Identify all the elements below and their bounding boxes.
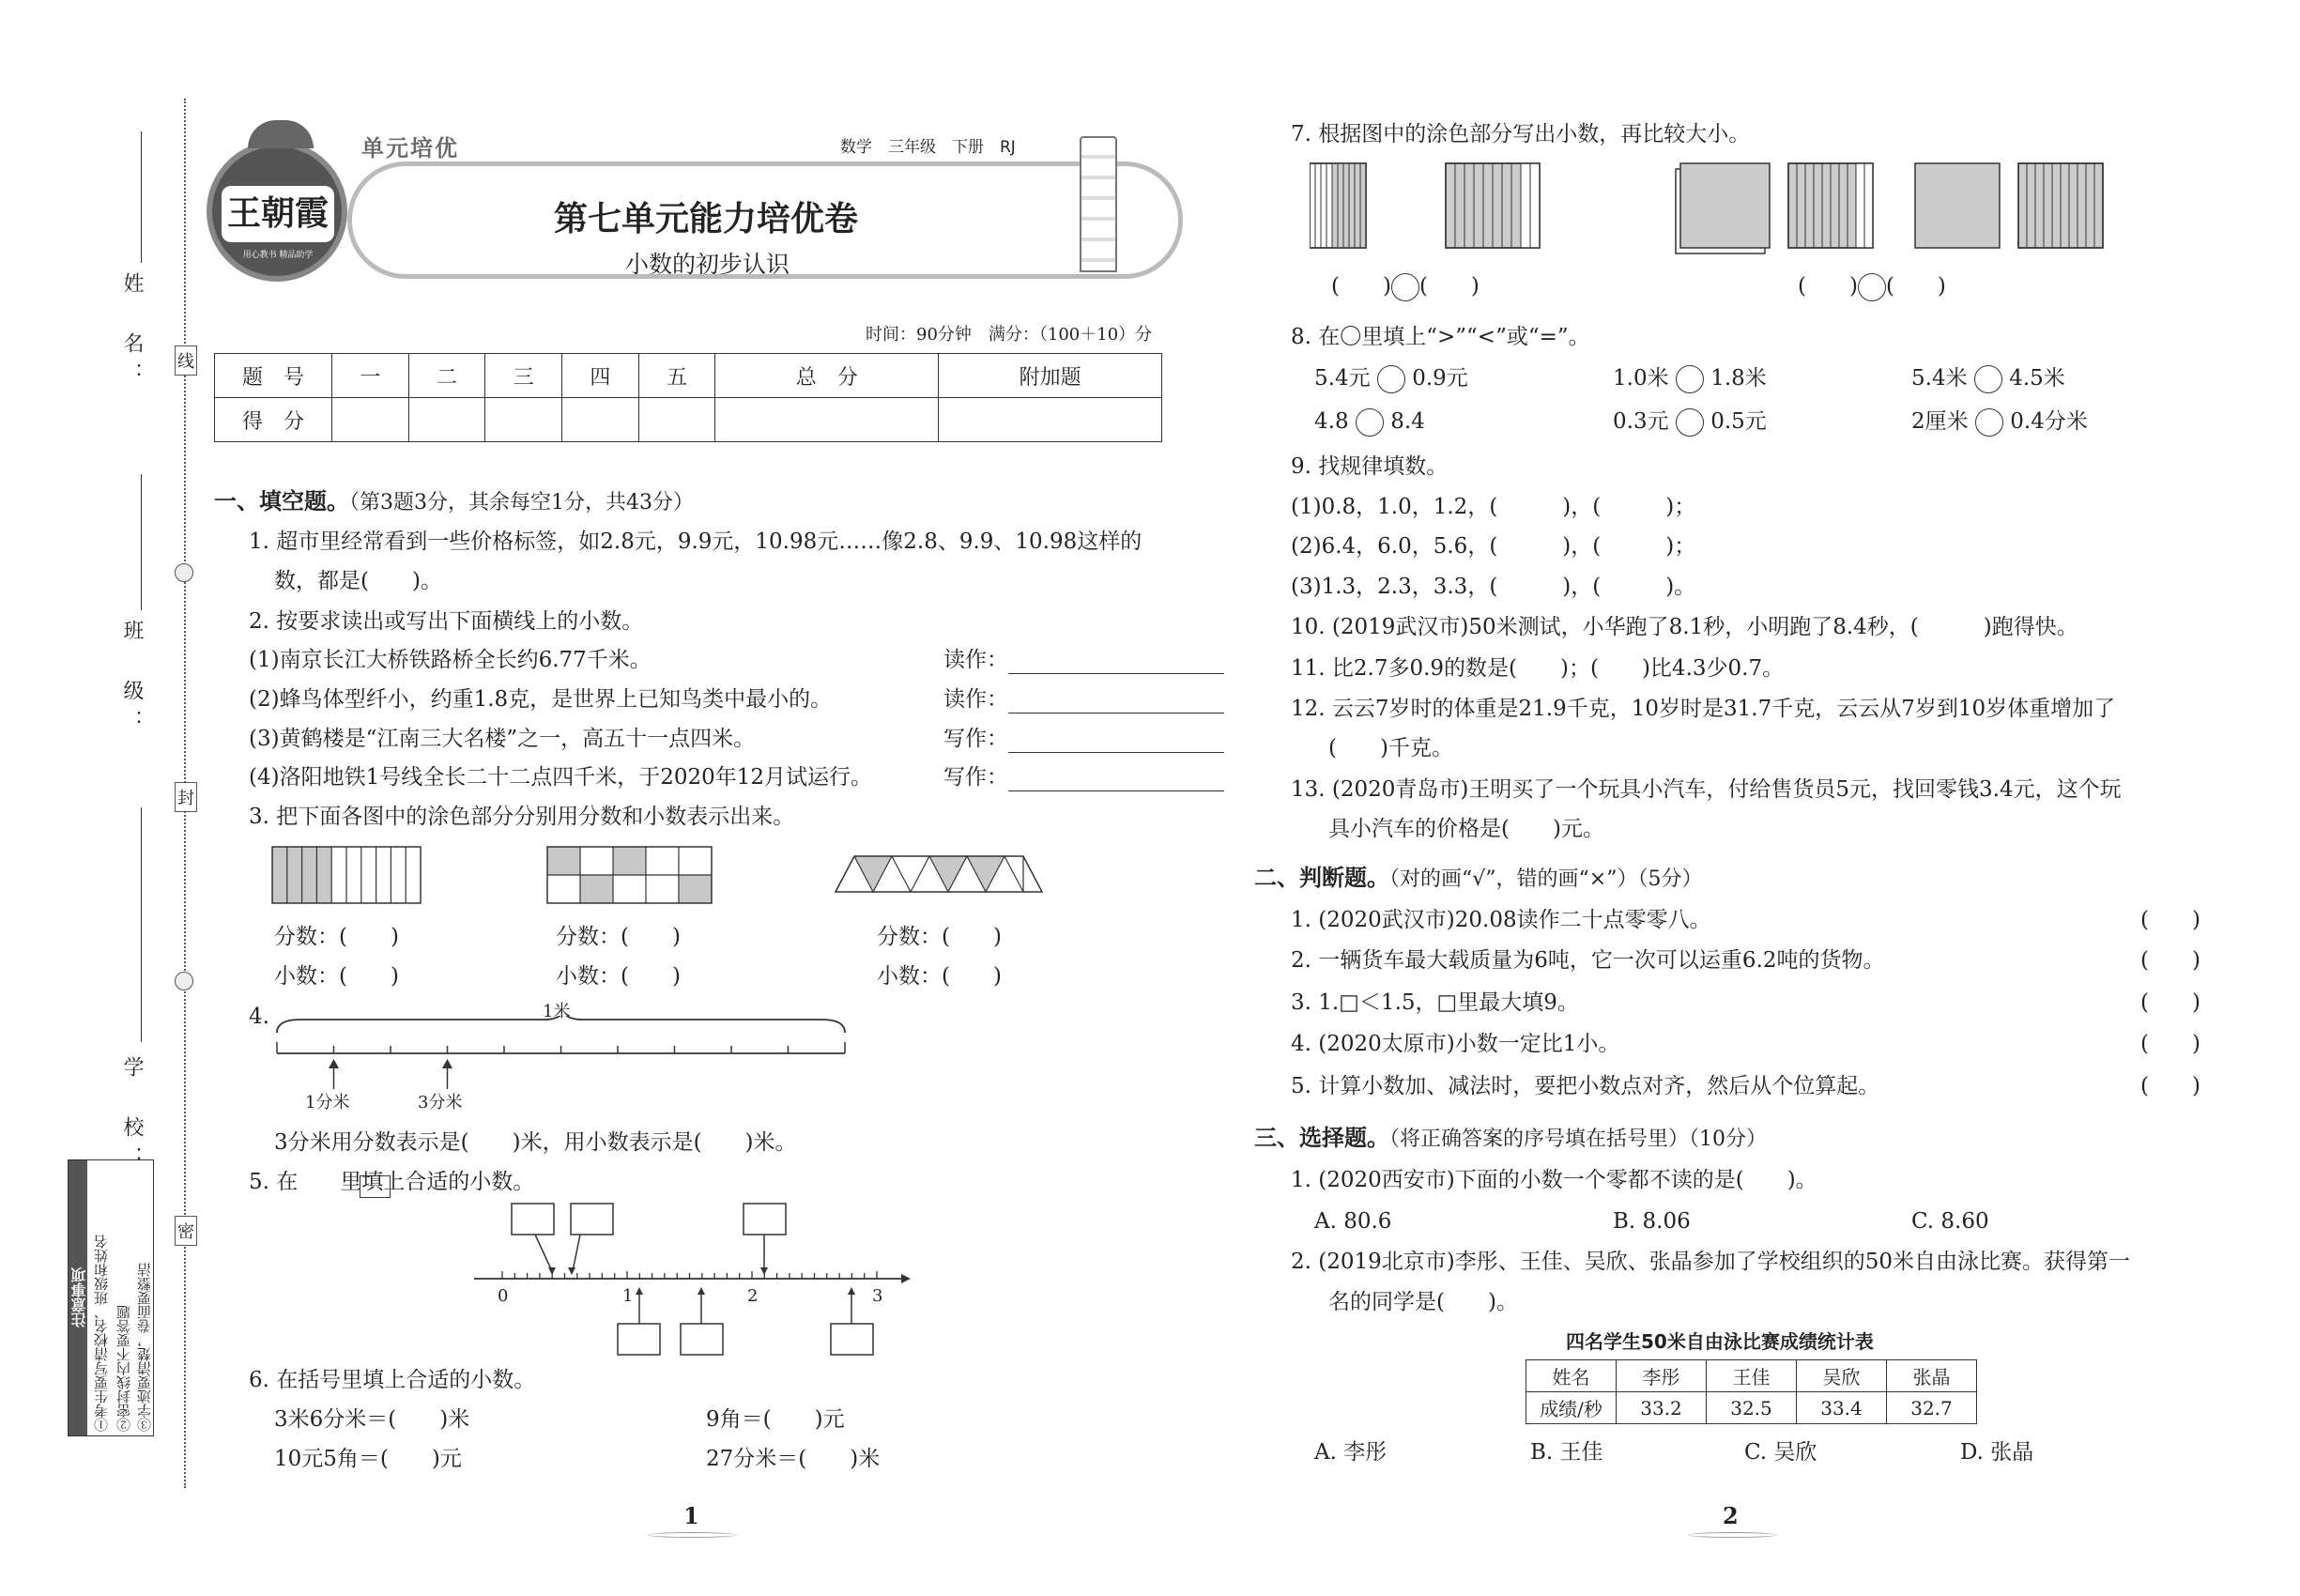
q7-fig3	[1676, 163, 1770, 253]
choice2-option-a[interactable]: A. 李彤	[1314, 1440, 1388, 1465]
score-header: 三	[485, 354, 562, 398]
judge-1: 1. (2020武汉市)20.08读作二十点零零八。	[1291, 908, 1711, 932]
name-label: 姓 名：	[120, 272, 144, 392]
swim-cell: 32.7	[1887, 1392, 1977, 1424]
q10: 10. (2019武汉市)50米测试，小华跑了8.1秒，小明跑了8.4秒，( )跑得快。	[1291, 615, 2078, 639]
q3-decimal-a: 小数：( )	[274, 964, 399, 989]
book-meta: 数学 三年级 下册 RJ	[840, 138, 1016, 157]
score-cell[interactable]	[408, 398, 485, 442]
page-number-2: 2	[1723, 1502, 1739, 1529]
score-header: 五	[638, 354, 715, 398]
swim-header: 李彤	[1617, 1360, 1707, 1392]
choice1-option-a[interactable]: A. 80.6	[1314, 1209, 1392, 1234]
q4-number: 4.	[249, 1005, 269, 1029]
choice2-option-b[interactable]: B. 王佳	[1530, 1440, 1603, 1465]
q4-answer: 3分米用分数表示是( )米，用小数表示是( )米。	[274, 1130, 797, 1155]
q8-r1c3: 5.4米 4.5米	[1911, 364, 2065, 393]
choice1-option-c[interactable]: C. 8.60	[1911, 1209, 1989, 1234]
choice2-line2: 名的同学是( )。	[1328, 1290, 1518, 1314]
judge-5: 5. 计算小数加、减法时，要把小数点对齐，然后从个位算起。	[1291, 1074, 1880, 1098]
score-header: 一	[332, 354, 409, 398]
q7-fig6	[2018, 163, 2103, 248]
compare-circle[interactable]	[1391, 273, 1419, 301]
page-number-1: 1	[683, 1502, 699, 1529]
q3-fraction-a: 分数：( )	[274, 925, 399, 949]
score-header: 四	[562, 354, 639, 398]
score-header: 二	[408, 354, 485, 398]
q6-item1: 3米6分米＝( )米	[274, 1407, 470, 1432]
section3-heading: 三、选择题。（将正确答案的序号填在括号里）（10分）	[1254, 1125, 1767, 1151]
choice1-option-b[interactable]: B. 8.06	[1613, 1209, 1691, 1234]
choice2-option-c[interactable]: C. 吴欣	[1744, 1440, 1817, 1465]
q7-fig1	[1310, 163, 1366, 248]
swim-cell: 33.2	[1617, 1392, 1707, 1424]
q9-item3: (3)1.3，2.3，3.3，( )，( )。	[1291, 575, 1696, 599]
q2-answer2: 读作：	[943, 685, 1224, 714]
q5-stem: 5. 在 里填上合适的小数。	[249, 1168, 534, 1196]
q8-r2c3: 2厘米 0.4分米	[1911, 407, 2088, 437]
q4-total-label: 1米	[543, 1002, 571, 1021]
q5-number-line	[469, 1202, 920, 1371]
q3-decimal-c: 小数：( )	[877, 964, 1002, 989]
school-label: 学 校：	[120, 1056, 144, 1176]
q8-r2c1: 4.8 8.4	[1314, 407, 1425, 437]
swim-header: 姓名	[1526, 1360, 1617, 1392]
q7-fig5	[1915, 163, 2000, 248]
q3-figures	[268, 845, 1047, 911]
compare-circle[interactable]	[1377, 365, 1405, 393]
q3-fraction-c: 分数：( )	[877, 925, 1002, 949]
compare-circle[interactable]	[1858, 273, 1886, 301]
class-label: 班 级：	[120, 620, 144, 740]
score-cell[interactable]	[939, 398, 1162, 442]
compare-circle[interactable]	[1676, 408, 1704, 437]
q7-stem: 7. 根据图中的涂色部分写出小数，再比较大小。	[1291, 122, 1751, 146]
page-ornament	[648, 1532, 737, 1538]
notes-title: 注意事项	[69, 1160, 87, 1435]
brand-tagline: 用心教书 精品助学	[242, 251, 314, 260]
compare-circle[interactable]	[1356, 408, 1384, 437]
q3-stem: 3. 把下面各图中的涂色部分分别用分数和小数表示出来。	[249, 805, 795, 829]
q1-line2: 数，都是( )。	[274, 569, 442, 593]
q1-line1: 1. 超市里经常看到一些价格标签，如2.8元，9.9元，10.98元……像2.8、9.9、10.98这样的	[249, 529, 1142, 554]
compare-circle[interactable]	[1676, 365, 1704, 393]
judge-paren-2[interactable]: ( )	[2140, 948, 2200, 973]
q12-line1: 12. 云云7岁时的体重是21.9千克，10岁时是31.7千克，云云从7岁到10岁体重增加了	[1291, 697, 2116, 721]
q6-item4: 27分米＝( )米	[706, 1447, 881, 1471]
q5-tick-1: 1	[622, 1286, 634, 1306]
q5-tick-2: 2	[747, 1286, 759, 1306]
section1-heading: 一、填空题。（第3题3分，其余每空1分，共43分）	[214, 488, 694, 514]
q3-striped-rect	[272, 847, 421, 903]
swim-results-table	[1526, 1359, 1977, 1424]
score-header: 题 号	[215, 354, 332, 398]
seal-feng: 封	[175, 782, 197, 812]
compare-circle[interactable]	[1975, 408, 2003, 437]
q7-fig2	[1446, 163, 1540, 248]
swim-header: 张晶	[1887, 1360, 1977, 1392]
compare-circle[interactable]	[1974, 365, 2002, 393]
q5-tick-3: 3	[872, 1286, 883, 1306]
q9-item2: (2)6.4，6.0，5.6，( )，( )；	[1291, 534, 1696, 559]
answer-line[interactable]	[1008, 729, 1224, 753]
exam-time: 时间：90分钟 满分：（100＋10）分	[866, 325, 1153, 345]
q6-item2: 9角＝( )元	[706, 1407, 845, 1432]
class-line	[141, 474, 142, 610]
unit-banner: 单元培优	[361, 135, 459, 161]
q4-tick-3dm: 3分米	[418, 1093, 463, 1113]
score-cell[interactable]	[715, 398, 939, 442]
answer-line[interactable]	[1008, 650, 1224, 674]
q12-line2: ( )千克。	[1328, 736, 1453, 760]
judge-3: 3. 1.□＜1.5，□里最大填9。	[1291, 990, 1579, 1015]
judge-paren-3[interactable]: ( )	[2140, 990, 2200, 1015]
note-1: ①考生要写清校名、班级和姓名	[93, 1235, 110, 1432]
q7-fig4	[1788, 163, 1873, 248]
seal-xian: 线	[175, 345, 197, 376]
q7-figures	[1310, 161, 2117, 260]
judge-paren-5[interactable]: ( )	[2140, 1074, 2200, 1098]
seal-mi: 密	[175, 1216, 197, 1246]
swim-header: 吴欣	[1797, 1360, 1887, 1392]
name-line	[141, 131, 142, 263]
binding-hole-icon	[175, 972, 193, 990]
q13-line1: 13. (2020青岛市)王明买了一个玩具小汽车，付给售货员5元，找回零钱3.4元，这个玩	[1291, 777, 2122, 802]
q8-r1c2: 1.0米 1.8米	[1613, 364, 1767, 393]
q2-item1: (1)南京长江大桥铁路桥全长约6.77千米。	[249, 648, 652, 672]
q9-item1: (1)0.8，1.0，1.2，( )，( )；	[1291, 495, 1696, 519]
q8-stem: 8. 在〇里填上“>”“<”或“=”。	[1291, 325, 1590, 349]
page-ornament	[1688, 1532, 1777, 1538]
q5-tick-0: 0	[498, 1286, 509, 1306]
brand-name: 王朝霞	[222, 186, 334, 242]
brand-logo	[207, 141, 347, 282]
q2-answer1: 读作：	[943, 646, 1224, 674]
swim-header: 王佳	[1707, 1360, 1797, 1392]
swim-cell: 32.5	[1707, 1392, 1797, 1424]
q4-tick-1dm: 1分米	[305, 1093, 350, 1113]
q9-stem: 9. 找规律填数。	[1291, 454, 1449, 479]
judge-paren-4[interactable]: ( )	[2140, 1032, 2200, 1056]
q7-compare-b: ( ) ( )	[1798, 272, 1946, 301]
q13-line2: 具小汽车的价格是( )元。	[1328, 817, 1604, 841]
q6-stem: 6. 在括号里填上合适的小数。	[249, 1368, 536, 1392]
q2-answer4: 写作：	[943, 763, 1224, 791]
q3-triangle-strip	[836, 856, 1042, 892]
notes-box	[68, 1159, 154, 1436]
q3-fraction-b: 分数：( )	[556, 925, 681, 949]
section2-heading: 二、判断题。（对的画“√”，错的画“×”）（5分）	[1254, 865, 1703, 891]
note-2: ②密封线内不要答题	[115, 1305, 132, 1432]
choice2-line1: 2. (2019北京市)李彤、王佳、吴欣、张晶参加了学校组织的50米自由泳比赛。获得第一	[1291, 1250, 2131, 1274]
lighthouse-icon	[1080, 136, 1117, 272]
answer-line[interactable]	[1008, 689, 1224, 714]
q3-decimal-b: 小数：( )	[556, 964, 681, 989]
blank-box-icon	[360, 1175, 391, 1198]
choice1-stem: 1. (2020西安市)下面的小数一个零都不读的是( )。	[1291, 1168, 1817, 1192]
q11: 11. 比2.7多0.9的数是( )；( )比4.3少0.7。	[1291, 656, 1785, 681]
score-cell[interactable]	[638, 398, 715, 442]
judge-2: 2. 一辆货车最大载质量为6吨，它一次可以运重6.2吨的货物。	[1291, 948, 1885, 973]
score-table	[214, 353, 1162, 442]
choice2-option-d[interactable]: D. 张晶	[1960, 1440, 2034, 1465]
q6-item3: 10元5角＝( )元	[274, 1447, 462, 1471]
judge-paren-1[interactable]: ( )	[2140, 908, 2200, 932]
note-3: ③字迹要清楚，卷面要整洁	[136, 1263, 153, 1432]
score-label: 得 分	[215, 398, 332, 442]
q2-answer3: 写作：	[943, 725, 1224, 753]
q2-item3: (3)黄鹤楼是“江南三大名楼”之一，高五十一点四米。	[249, 727, 756, 751]
q8-r2c2: 0.3元 0.5元	[1613, 407, 1767, 437]
q3-grid-rect	[547, 847, 712, 903]
page-title: 第七单元能力培优卷	[554, 200, 859, 238]
binding-hole-icon	[175, 563, 193, 582]
school-line	[141, 807, 142, 1042]
score-cell[interactable]	[562, 398, 639, 442]
score-cell[interactable]	[485, 398, 562, 442]
score-header: 附加题	[939, 354, 1162, 398]
swim-cell: 33.4	[1797, 1392, 1887, 1424]
swim-cell: 成绩/秒	[1526, 1392, 1617, 1424]
q2-stem: 2. 按要求读出或写出下面横线上的小数。	[249, 609, 644, 634]
score-header: 总 分	[715, 354, 939, 398]
crown-icon	[248, 120, 314, 148]
score-cell[interactable]	[332, 398, 409, 442]
q2-item4: (4)洛阳地铁1号线全长二十二点四千米，于2020年12月试运行。	[249, 765, 873, 790]
judge-4: 4. (2020太原市)小数一定比1小。	[1291, 1032, 1620, 1056]
q7-compare-a: ( ) ( )	[1331, 272, 1480, 301]
page-subtitle: 小数的初步认识	[625, 251, 790, 278]
answer-line[interactable]	[1008, 767, 1224, 791]
q2-item2: (2)蜂鸟体型纤小，约重1.8克，是世界上已知鸟类中最小的。	[249, 687, 833, 712]
swim-table-title: 四名学生50米自由泳比赛成绩统计表	[1566, 1330, 1874, 1353]
q4-ruler	[272, 1016, 854, 1110]
q8-r1c1: 5.4元 0.9元	[1314, 364, 1468, 393]
